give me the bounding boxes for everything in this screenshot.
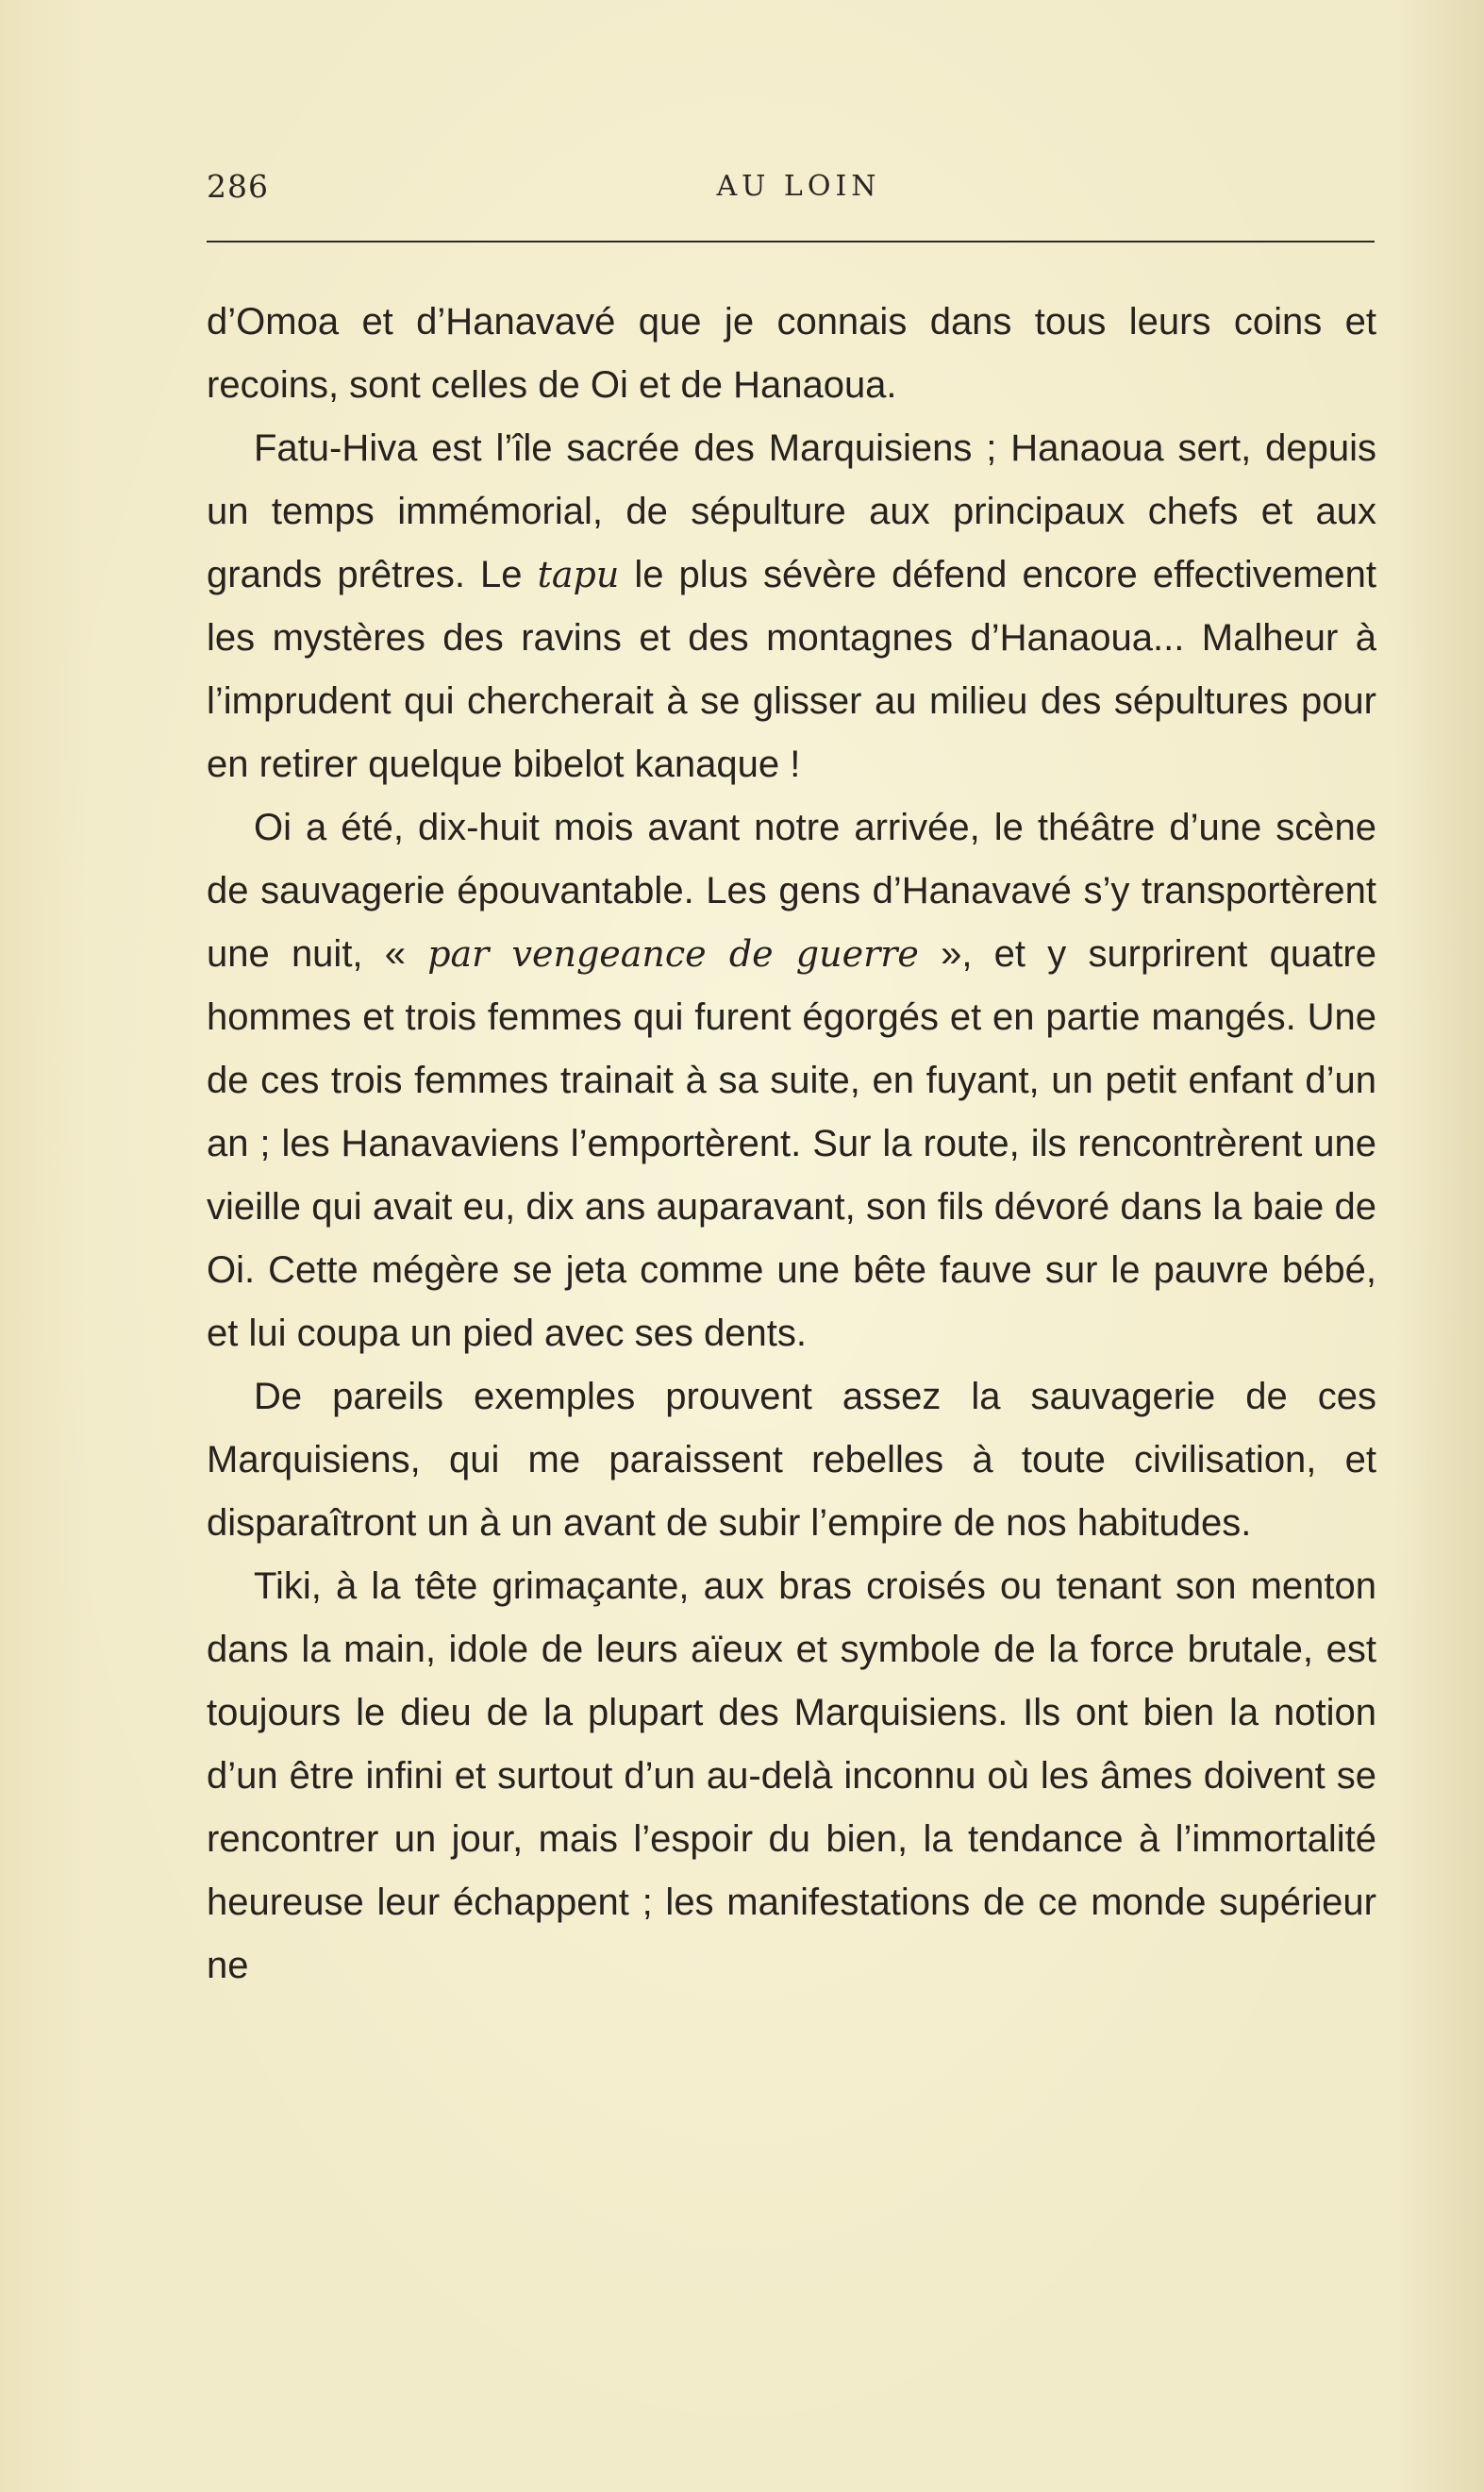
body-text bbox=[207, 291, 1376, 1998]
paragraph-3-italic: par vengeance de guerre bbox=[427, 933, 919, 975]
paragraph-2-part-a: Fatu-Hiva est l’île sacrée des Marquisiens ; Hanaoua sert, depuis un temps immémorial, de sépulture aux principaux chefs et aux grands prêtres. Le bbox=[207, 427, 1376, 595]
header-rule bbox=[207, 241, 1375, 243]
paragraph-3-part-a: Oi a été, dix-huit mois avant notre arrivée, le théâtre d’une scène de sauvagerie épouvantable. Les gens d’Hanavavé s’y transportèrent une nuit, « bbox=[207, 807, 1376, 975]
paragraph-2 bbox=[207, 417, 1376, 796]
paragraph-1: d’Omoa et d’Hanavavé que je connais dans tous leurs coins et recoins, sont celles de Oi et de Hanaoua. bbox=[207, 301, 1376, 406]
running-title: AU LOIN bbox=[716, 170, 881, 203]
paragraph-2-italic: tapu bbox=[537, 554, 620, 595]
paragraph-3 bbox=[207, 796, 1376, 1365]
paragraph-2-part-b: le plus sévère défend encore effectivement les mystères des ravins et des montagnes d’Hanaoua... Malheur à l’imprudent qui chercherait à se glisser au milieu des sépultures pour en retirer quelque bibelot kanaque ! bbox=[207, 554, 1376, 785]
page-header bbox=[207, 168, 1372, 215]
paragraph-5: Tiki, à la tête grimaçante, aux bras croisés ou tenant son menton dans la main, idole de leurs aïeux et symbole de la force brutale, est toujours le dieu de la plupart des Marquisiens. Ils ont bien la notion d’un être infini et surtout d’un au-delà inconnu où les âmes doivent se rencontrer un jour, mais l’espoir du bien, la tendance à l’immortalité heureuse leur échappent ; les manifestations de ce monde supérieur ne bbox=[207, 1565, 1376, 1986]
paragraph-3-part-b: », et y surprirent quatre hommes et trois femmes qui furent égorgés et en partie mangés. Une de ces trois femmes trainait à sa suite, en fuyant, un petit enfant d’un an ; les Hanavaviens l’emportèrent. Sur la route, ils rencontrèrent une vieille qui avait eu, dix ans auparavant, son fils dévoré dans la baie de Oi. Cette mégère se jeta comme une bête fauve sur le pauvre bébé, et lui coupa un pied avec ses dents. bbox=[207, 933, 1377, 1354]
page-number: 286 bbox=[207, 168, 269, 205]
paragraph-4: De pareils exemples prouvent assez la sauvagerie de ces Marquisiens, qui me paraissent rebelles à toute civilisation, et disparaîtront un à un avant de subir l’empire de nos habitudes. bbox=[207, 1376, 1376, 1544]
